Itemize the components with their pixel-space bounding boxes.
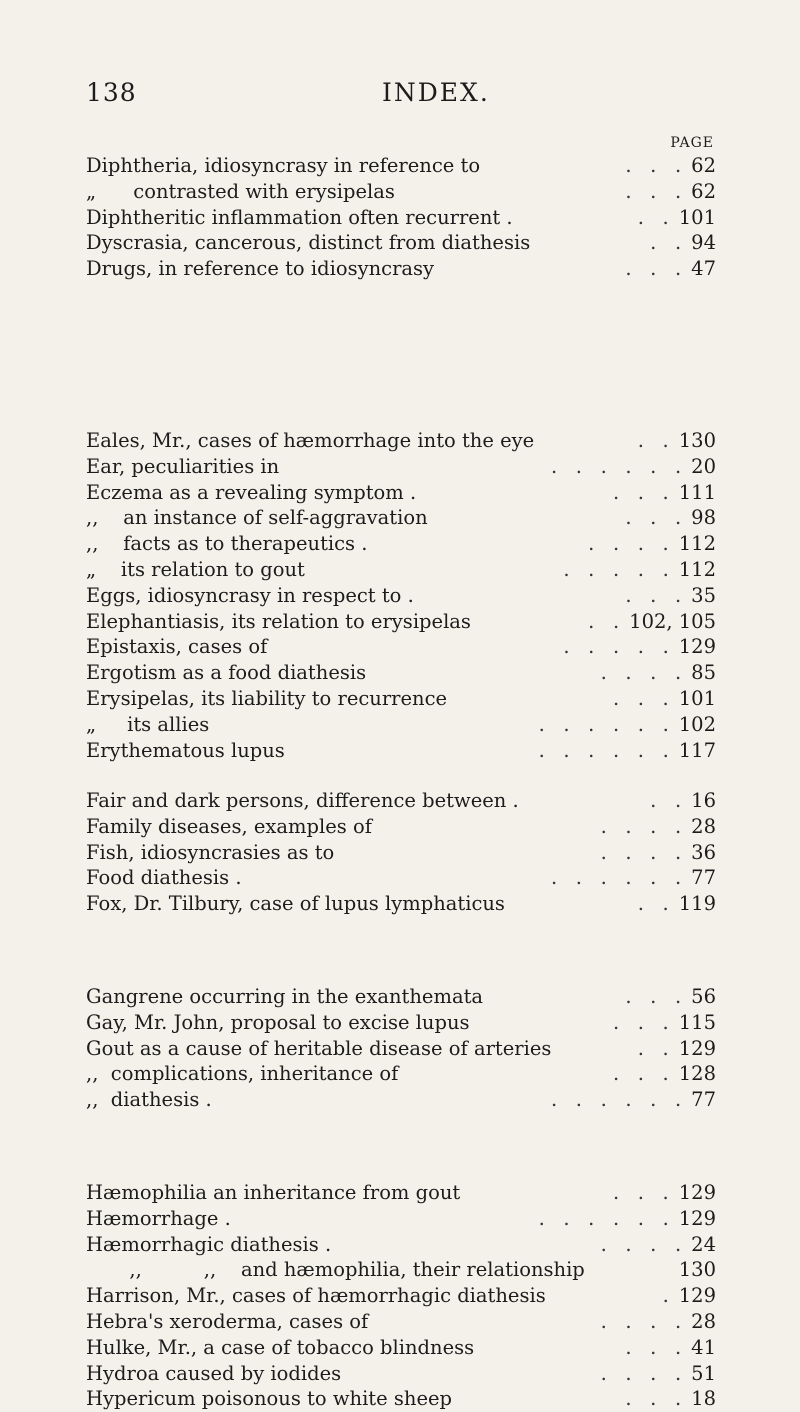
index-entry — [86, 256, 716, 282]
index-entry — [86, 153, 716, 179]
leader-dots: . . . . — [600, 1361, 682, 1385]
index-entry — [86, 686, 716, 712]
index-entry — [86, 230, 716, 256]
leader-dots: . . . . . . — [551, 454, 682, 478]
entry-text: Gangrene occurring in the exanthemata — [86, 985, 484, 1008]
index-entry — [86, 738, 716, 764]
index-entry — [86, 1036, 716, 1062]
entry-text: Eales, Mr., cases of hæmorrhage into the eye — [86, 429, 535, 452]
entry-text: Diphtheritic inflammation often recurrent . — [86, 205, 513, 229]
entry-text: Dyscrasia, cancerous, distinct from diathesis — [86, 231, 531, 255]
leader-dots: . . . — [625, 1335, 682, 1359]
entry-page-number: 16 — [691, 789, 716, 812]
entry-text: Eczema as a revealing symptom . — [86, 480, 417, 504]
index-entry — [86, 984, 716, 1010]
leader-dots: . . . . . . — [538, 738, 669, 762]
index-entry — [86, 428, 716, 454]
entry-page-number: 101 — [678, 687, 716, 710]
index-entry — [86, 505, 716, 531]
index-entry — [86, 454, 716, 480]
entry-page-number: 18 — [691, 1387, 716, 1411]
entry-page-number: 111 — [678, 480, 716, 504]
index-entry — [86, 1335, 716, 1361]
leader-dots: . . . — [625, 1387, 682, 1411]
leader-dots: . . . . — [600, 840, 682, 864]
entry-text: „ its relation to gout — [86, 558, 305, 581]
entry-page-number: 102, 105 — [629, 609, 716, 633]
leader-dots: . . — [650, 231, 682, 255]
entry-page-number: 129 — [678, 635, 716, 659]
index-entry — [86, 1386, 716, 1412]
entry-text: Ergotism as a food diathesis — [86, 661, 367, 685]
leader-dots: . . . — [625, 506, 682, 530]
entry-page-number: 117 — [678, 738, 716, 762]
leader-dots: . . . — [625, 179, 682, 203]
entry-text: „ its allies — [86, 712, 210, 736]
entry-page-number: 56 — [691, 985, 716, 1008]
leader-dots: . . . . . . — [538, 712, 669, 736]
entry-page-number: 119 — [678, 892, 716, 916]
entry-page-number: 62 — [691, 154, 716, 177]
index-entry — [86, 788, 716, 814]
entry-page-number: 62 — [691, 179, 716, 203]
leader-dots: . . — [637, 892, 669, 916]
entry-page-number: 28 — [691, 1310, 716, 1333]
index-entry — [86, 205, 716, 231]
entry-page-number: 51 — [691, 1361, 716, 1385]
entry-text: ,, facts as to therapeutics . — [86, 532, 368, 556]
page-number: 138 — [86, 78, 137, 107]
index-entry — [86, 1010, 716, 1036]
leader-dots: . . . . . . — [551, 866, 682, 890]
index-entry — [86, 891, 716, 917]
entry-text: Hæmorrhagic diathesis . — [86, 1232, 332, 1256]
leader-dots: . . . — [625, 583, 682, 607]
index-entry — [86, 712, 716, 738]
index-entry — [86, 1232, 716, 1258]
entry-page-number: 130 — [678, 429, 716, 452]
entry-text: ,, an instance of self-aggravation — [86, 506, 428, 530]
leader-dots: . . . — [625, 985, 682, 1008]
leader-dots: . . . — [625, 154, 682, 177]
entry-page-number: 129 — [678, 1206, 716, 1230]
leader-dots: . . . . . . — [538, 1206, 669, 1230]
entry-text: Erythematous lupus — [86, 738, 285, 762]
entry-page-number: 28 — [691, 814, 716, 838]
index-entry — [86, 531, 716, 557]
index-entry — [86, 609, 716, 635]
entry-page-number: 129 — [678, 1181, 716, 1204]
entry-page-number: 112 — [678, 532, 716, 556]
leader-dots: . . . . — [600, 1232, 682, 1256]
entry-text: Hebra's xeroderma, cases of — [86, 1310, 369, 1333]
entry-text: Harrison, Mr., cases of hæmorrhagic diathesis — [86, 1284, 546, 1308]
index-entry — [86, 865, 716, 891]
entry-page-number: 20 — [691, 454, 716, 478]
leader-dots: . . . — [612, 1010, 669, 1034]
leader-dots: . . . . — [600, 814, 682, 838]
leader-dots: . . . . — [600, 661, 682, 685]
entry-text: Hypericum poisonous to white sheep — [86, 1387, 453, 1411]
leader-dots: . . — [588, 609, 620, 633]
entry-text: „ contrasted with erysipelas — [86, 179, 395, 203]
leader-dots: . . — [637, 1036, 669, 1060]
entry-page-number: 129 — [678, 1036, 716, 1060]
leader-dots: . . . — [612, 480, 669, 504]
index-entry — [86, 583, 716, 609]
entry-text: Fair and dark persons, difference between . — [86, 789, 519, 812]
index-entry — [86, 1061, 716, 1087]
entry-page-number: 112 — [678, 558, 716, 581]
entry-text: Fish, idiosyncrasies as to — [86, 840, 335, 864]
entry-page-number: 129 — [678, 1284, 716, 1308]
entry-text: Family diseases, examples of — [86, 814, 372, 838]
entry-text: ,, diathesis . — [86, 1088, 212, 1112]
entry-page-number: 101 — [678, 205, 716, 229]
index-entry — [86, 1361, 716, 1387]
index-entry — [86, 557, 716, 583]
index-entry — [86, 1206, 716, 1232]
leader-dots: . . . . . — [563, 635, 669, 659]
index-entry — [86, 1087, 716, 1113]
leader-dots: . . — [637, 205, 669, 229]
index-entry — [86, 814, 716, 840]
index-entry — [86, 840, 716, 866]
page-column-label: PAGE — [670, 135, 714, 151]
entry-page-number: 102 — [678, 712, 716, 736]
entry-text: Food diathesis . — [86, 866, 242, 890]
entry-page-number: 24 — [691, 1232, 716, 1256]
entry-text: Ear, peculiarities in — [86, 454, 280, 478]
entry-text: ,, complications, inheritance of — [86, 1062, 399, 1086]
leader-dots: . . . — [612, 1062, 669, 1086]
entry-text: Gout as a cause of heritable disease of arteries — [86, 1036, 552, 1060]
index-entry — [86, 634, 716, 660]
entry-text: Drugs, in reference to idiosyncrasy — [86, 257, 435, 281]
entry-text: Hulke, Mr., a case of tobacco blindness — [86, 1335, 475, 1359]
index-entry — [86, 1309, 716, 1335]
entry-page-number: 98 — [691, 506, 716, 530]
leader-dots: . . . — [625, 257, 682, 281]
entry-page-number: 47 — [691, 257, 716, 281]
entry-page-number: 130 — [678, 1258, 716, 1282]
entry-text: Epistaxis, cases of — [86, 635, 268, 659]
entry-text: Erysipelas, its liability to recurrence — [86, 687, 448, 710]
entry-page-number: 85 — [691, 661, 716, 685]
entry-text: ,, ,, and hæmophilia, their relationship — [86, 1258, 585, 1282]
leader-dots: . . — [637, 429, 669, 452]
entry-text: Eggs, idiosyncrasy in respect to . — [86, 583, 414, 607]
index-entry — [86, 480, 716, 506]
entry-page-number: 41 — [691, 1335, 716, 1359]
leader-dots: . . . . . . — [551, 1088, 682, 1112]
index-entry — [86, 1257, 716, 1283]
index-entry — [86, 179, 716, 205]
entry-text: Hæmorrhage . — [86, 1206, 231, 1230]
entry-page-number: 77 — [691, 866, 716, 890]
entry-page-number: 36 — [691, 840, 716, 864]
entry-text: Hydroa caused by iodides — [86, 1361, 342, 1385]
running-head: INDEX. — [382, 78, 490, 107]
entry-text: Gay, Mr. John, proposal to excise lupus — [86, 1010, 470, 1034]
page-header — [86, 78, 714, 118]
leader-dots: . . . — [612, 687, 669, 710]
entry-page-number: 35 — [691, 583, 716, 607]
leader-dots: . . . . — [600, 1310, 682, 1333]
entry-page-number: 128 — [678, 1062, 716, 1086]
entry-text: Diphtheria, idiosyncrasy in reference to — [86, 154, 481, 177]
index-entry — [86, 1283, 716, 1309]
leader-dots: . . . . — [588, 532, 669, 556]
leader-dots: . — [662, 1284, 669, 1308]
leader-dots: . . . — [612, 1181, 669, 1204]
entry-page-number: 94 — [691, 231, 716, 255]
leader-dots: . . . . . — [563, 558, 669, 581]
entry-page-number: 77 — [691, 1088, 716, 1112]
leader-dots: . . — [650, 789, 682, 812]
index-entry — [86, 1180, 716, 1206]
entry-page-number: 115 — [678, 1010, 716, 1034]
entry-text: Hæmophilia an inheritance from gout — [86, 1181, 461, 1204]
entry-text: Elephantiasis, its relation to erysipelas — [86, 609, 471, 633]
entry-text: Fox, Dr. Tilbury, case of lupus lymphaticus — [86, 892, 505, 916]
index-entry — [86, 660, 716, 686]
